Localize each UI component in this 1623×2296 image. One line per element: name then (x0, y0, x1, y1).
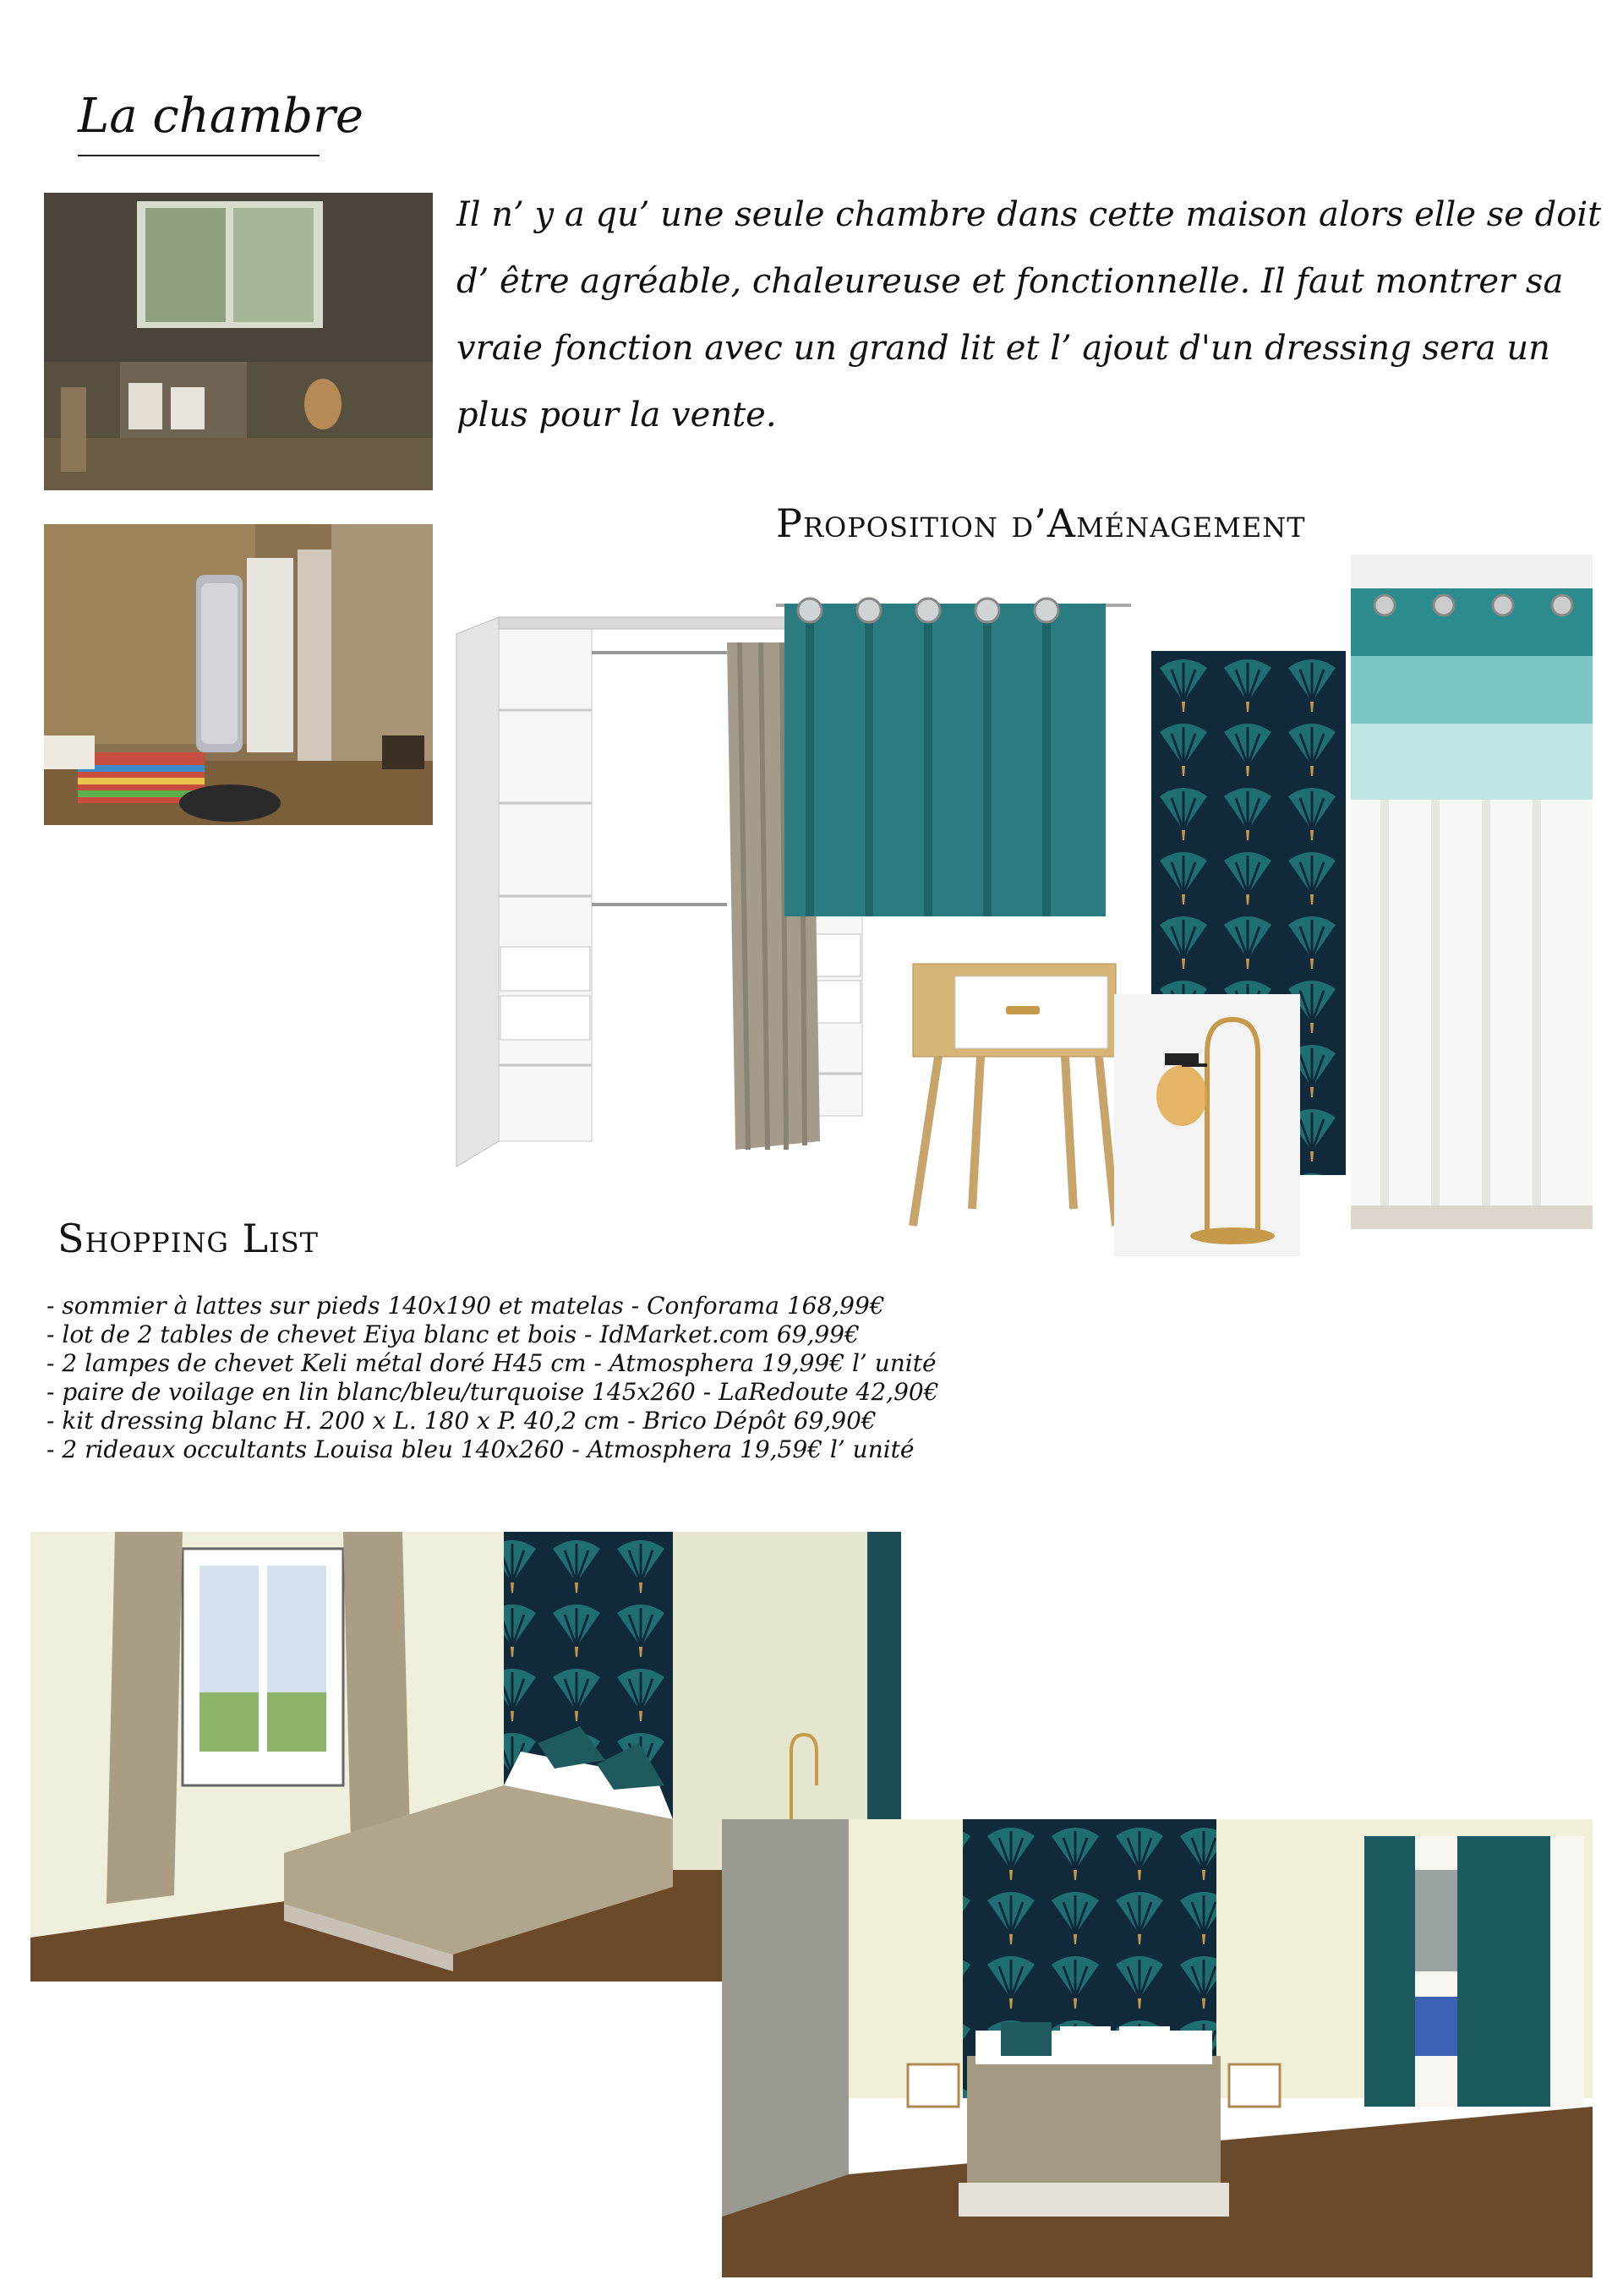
blackout-curtain-image (776, 580, 1131, 918)
proposal-heading: Proposition d’Aménagement (776, 500, 1306, 546)
shopping-list (46, 1292, 939, 1464)
list-item: - 2 lampes de chevet Keli métal doré H45 cm - Atmosphera 19,99€ l’ unité (46, 1349, 937, 1377)
render-bedroom-view-2 (722, 1819, 1593, 2277)
title-underline (78, 155, 320, 156)
shopping-list-heading: Shopping List (57, 1216, 319, 1261)
list-item: - lot de 2 tables de chevet Eiya blanc et bois - IdMarket.com 69,99€ (46, 1320, 860, 1348)
bedside-lamp-image (1114, 994, 1300, 1256)
before-photo-window (44, 193, 433, 490)
intro-paragraph: Il n’ y a qu’ une seule chambre dans cette maison alors elle se doit d’ être agréable, chaleureuse et fonctionnelle. Il faut montrer sa vraie fonction avec un grand lit et l’ ajout d'un dressing sera un plus pour la vente. (456, 195, 1602, 435)
list-item: - paire de voilage en lin blanc/bleu/turquoise 145x260 - LaRedoute 42,90€ (46, 1378, 939, 1406)
bedside-table-image (896, 955, 1124, 1234)
list-item: - 2 rideaux occultants Louisa bleu 140x260 - Atmosphera 19,59€ l’ unité (46, 1435, 915, 1463)
voile-curtain-image (1351, 555, 1593, 1229)
list-item: - kit dressing blanc H. 200 x L. 180 x P. 40,2 cm - Brico Dépôt 69,90€ (46, 1407, 877, 1435)
page-title: La chambre (78, 89, 364, 144)
before-photo-mattress (44, 524, 433, 825)
list-item: - sommier à lattes sur pieds 140x190 et matelas - Conforama 168,99€ (46, 1292, 885, 1320)
